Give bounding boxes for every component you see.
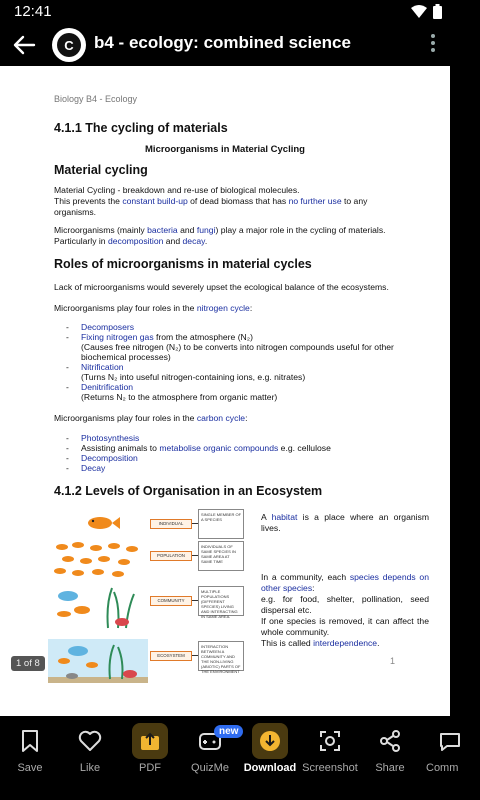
level-description: MULTIPLE POPULATIONS (DIFFERENT SPECIES) LIVING AND INTERACTING IN SAME AREA. — [198, 586, 244, 616]
author-avatar[interactable] — [52, 28, 86, 62]
micro-heading: Microorganisms in Material Cycling — [145, 144, 305, 155]
list-item — [66, 433, 396, 443]
material-cycling-paragraph-2: Microorganisms (mainly bacteria and fungi) play a major role in the cycling of materials. Particularly in decomposition and decay. — [54, 225, 386, 246]
section-title-412: 4.1.2 Levels of Organisation in an Ecosystem — [54, 484, 323, 498]
link-bacteria[interactable]: bacteria — [147, 225, 178, 235]
download-button[interactable]: Download — [240, 716, 300, 800]
app-bar — [0, 24, 450, 66]
link-decomposers[interactable]: Decomposers — [81, 322, 135, 332]
bottom-action-bar — [0, 716, 459, 800]
roles-title: Roles of microorganisms in material cycles — [54, 257, 312, 271]
link-denitrification[interactable]: Denitrification — [81, 382, 134, 392]
share-button[interactable]: Share — [360, 716, 420, 800]
level-label: ECOSYSTEM — [150, 651, 192, 661]
page-number: 1 — [390, 656, 396, 666]
level-description: SINGLE MEMBER OF A SPECIES — [198, 509, 244, 539]
link-habitat[interactable]: habitat — [271, 512, 298, 522]
camera-icon — [319, 730, 341, 752]
link-no-further-use[interactable]: no further use — [288, 196, 342, 206]
back-arrow-icon[interactable] — [10, 32, 38, 58]
carbon-intro: Microorganisms play four roles in the carbon cycle: — [54, 413, 248, 423]
level-community — [48, 584, 258, 628]
link-nitrification[interactable]: Nitrification — [81, 362, 124, 372]
level-description: INTERACTION BETWEEN A COMMUNITY AND THE NON-LIVING (ABIOTIC) PARTS OF THE ENVIRONMENT — [198, 641, 244, 671]
page-count-badge: 1 of 8 — [11, 656, 45, 671]
status-bar — [0, 0, 450, 24]
quizme-button[interactable]: QuizMe — [180, 716, 240, 800]
link-decay-carbon[interactable]: Decay — [81, 463, 106, 473]
list-note: (Returns N₂ to the atmosphere from organic matter) — [81, 392, 278, 402]
list-note: (Turns N₂ into useful nitrogen-containing ions, e.g. nitrates) — [81, 372, 306, 382]
list-item — [66, 322, 396, 332]
link-species-depends[interactable]: species depends on other species — [261, 572, 429, 593]
roles-paragraph: Lack of microorganisms would severely upset the ecological balance of the ecosystems. — [54, 282, 389, 292]
wifi-icon — [411, 5, 427, 19]
material-cycling-paragraph-1: Material Cycling - breakdown and re-use of biological molecules. This prevents the constant build-up of dead biomass that has no further use to any organisms. — [54, 185, 368, 217]
link-decomposition-carbon[interactable]: Decomposition — [81, 453, 138, 463]
new-badge: new — [214, 725, 243, 738]
habitat-definition: A habitat is a place where an organism lives. — [261, 512, 429, 533]
link-interdependence[interactable]: interdependence — [313, 638, 378, 648]
list-item — [66, 382, 396, 392]
link-decomposition[interactable]: decomposition — [107, 236, 164, 246]
list-note: (Causes free nitrogen (N₂) to be converts into nitrogen compounds useful for other biochemical processes) — [81, 342, 394, 362]
download-icon — [259, 730, 281, 752]
more-options-icon[interactable] — [430, 34, 436, 56]
avatar-letter: C — [57, 33, 81, 57]
link-decay[interactable]: decay — [182, 236, 205, 246]
link-carbon-cycle[interactable]: carbon cycle — [196, 413, 246, 423]
level-description: INDIVIDUALS OF SAME SPECIES IN SAME AREA AT SAME TIME — [198, 541, 244, 571]
list-item — [66, 453, 396, 463]
running-head: Biology B4 - Ecology — [54, 94, 138, 104]
link-fungi[interactable]: fungi — [196, 225, 216, 235]
link-fixing-nitrogen-gas[interactable]: Fixing nitrogen gas — [81, 332, 154, 342]
material-cycling-title: Material cycling — [54, 163, 148, 177]
link-constant-build-up[interactable]: constant build-up — [122, 196, 188, 206]
nitrogen-roles-list — [66, 322, 396, 402]
document-page[interactable] — [0, 66, 450, 716]
nitrogen-intro: Microorganisms play four roles in the nitrogen cycle: — [54, 303, 253, 313]
level-population — [48, 539, 258, 583]
comment-icon — [439, 730, 461, 752]
status-time: 12:41 — [14, 3, 52, 20]
level-label: POPULATION — [150, 551, 192, 561]
share-icon — [379, 730, 401, 752]
pdf-export-icon — [140, 731, 160, 751]
list-item: - Assisting animals to metabolise organic compounds e.g. cellulose — [66, 443, 396, 453]
goldfish-school-illustration — [48, 539, 148, 583]
community-paragraph: In a community, each species depends on other species: e.g. for food, shelter, pollination, seed dispersal etc. If one species is removed, it can affect the whole community. This is called interdependence. — [261, 572, 429, 648]
list-item: - Fixing nitrogen gas from the atmosphere (N₂) — [66, 332, 396, 342]
link-metabolise-organic-compounds[interactable]: metabolise organic compounds — [159, 443, 279, 453]
save-button[interactable]: Save — [0, 716, 60, 800]
carbon-roles-list — [66, 433, 396, 473]
heart-icon — [78, 730, 102, 752]
section-title-411: 4.1.1 The cycling of materials — [54, 121, 228, 135]
community-illustration — [48, 584, 148, 628]
battery-icon — [433, 4, 442, 19]
bookmark-icon — [21, 730, 39, 752]
link-photosynthesis[interactable]: Photosynthesis — [81, 433, 140, 443]
ecosystem-illustration — [48, 639, 148, 683]
list-item — [66, 362, 396, 372]
list-item — [66, 463, 396, 473]
level-ecosystem — [48, 639, 258, 683]
level-label: INDIVIDUAL — [150, 519, 192, 529]
screenshot-button[interactable]: Screenshot — [300, 716, 360, 800]
link-nitrogen-cycle[interactable]: nitrogen cycle — [196, 303, 250, 313]
page-title: b4 - ecology: combined science — [94, 33, 351, 52]
comments-button[interactable]: Comm — [420, 716, 450, 800]
level-label: COMMUNITY — [150, 596, 192, 606]
pdf-button[interactable]: PDF — [120, 716, 180, 800]
like-button[interactable]: Like — [60, 716, 120, 800]
